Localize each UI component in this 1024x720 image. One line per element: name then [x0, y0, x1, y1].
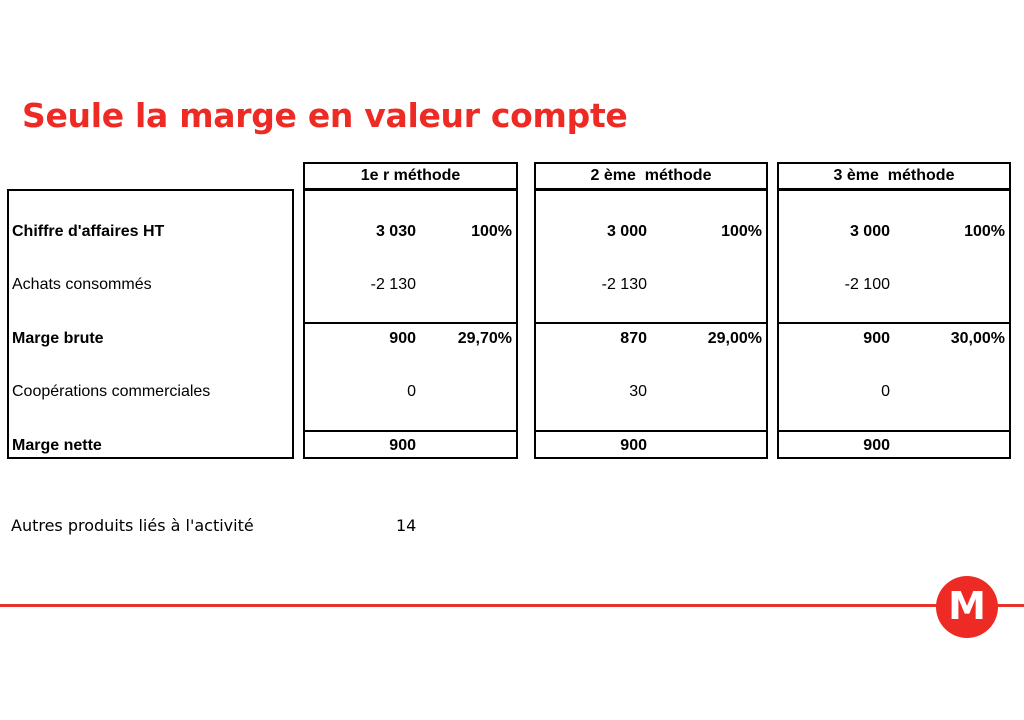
method-2-header: 2 ème méthode — [534, 162, 768, 190]
footer-rule — [0, 604, 1024, 607]
method-2-marge-brute-pct: 29,00% — [707, 330, 762, 347]
method-1-ca-pct: 100% — [471, 223, 512, 240]
row-label-achats: Achats consommés — [12, 276, 152, 293]
method-3-ca: 3 000 — [849, 223, 890, 240]
method-1-marge-nette: 900 — [389, 437, 416, 454]
method-1-coop: 0 — [407, 383, 416, 400]
method-2-ca: 3 000 — [606, 223, 647, 240]
method-2-ca-pct: 100% — [721, 223, 762, 240]
row-label-marge-brute: Marge brute — [12, 330, 104, 347]
method-1-achats: -2 130 — [370, 276, 416, 293]
method-2-separator-nette — [534, 430, 768, 432]
method-2-separator-brute — [534, 322, 768, 324]
method-1-ca: 3 030 — [375, 223, 416, 240]
method-1-marge-brute-pct: 29,70% — [457, 330, 512, 347]
method-2-coop: 30 — [629, 383, 647, 400]
row-label-coop: Coopérations commerciales — [12, 383, 211, 400]
method-1-separator-nette — [303, 430, 518, 432]
method-3-coop: 0 — [881, 383, 890, 400]
svg-text:M: M — [948, 584, 986, 628]
method-3-achats: -2 100 — [844, 276, 890, 293]
row-label-marge-nette: Marge nette — [12, 437, 102, 454]
method-3-header: 3 ème méthode — [777, 162, 1011, 190]
method-3-ca-pct: 100% — [964, 223, 1005, 240]
method-1-marge-brute: 900 — [389, 330, 416, 347]
method-1-separator-brute — [303, 322, 518, 324]
row-label-ca: Chiffre d'affaires HT — [12, 223, 165, 240]
method-3-separator-brute — [777, 322, 1011, 324]
other-income-label: Autres produits liés à l'activité — [11, 516, 254, 535]
m-logo-icon — [935, 575, 999, 639]
method-1-header: 1e r méthode — [303, 162, 518, 190]
method-3-marge-nette: 900 — [863, 437, 890, 454]
page-title: Seule la marge en valeur compte — [22, 96, 628, 135]
method-2-marge-nette: 900 — [620, 437, 647, 454]
method-2-marge-brute: 870 — [620, 330, 647, 347]
method-3-separator-nette — [777, 430, 1011, 432]
method-2-achats: -2 130 — [601, 276, 647, 293]
other-income-value: 14 — [396, 516, 417, 535]
method-3-marge-brute-pct: 30,00% — [950, 330, 1005, 347]
method-3-marge-brute: 900 — [863, 330, 890, 347]
